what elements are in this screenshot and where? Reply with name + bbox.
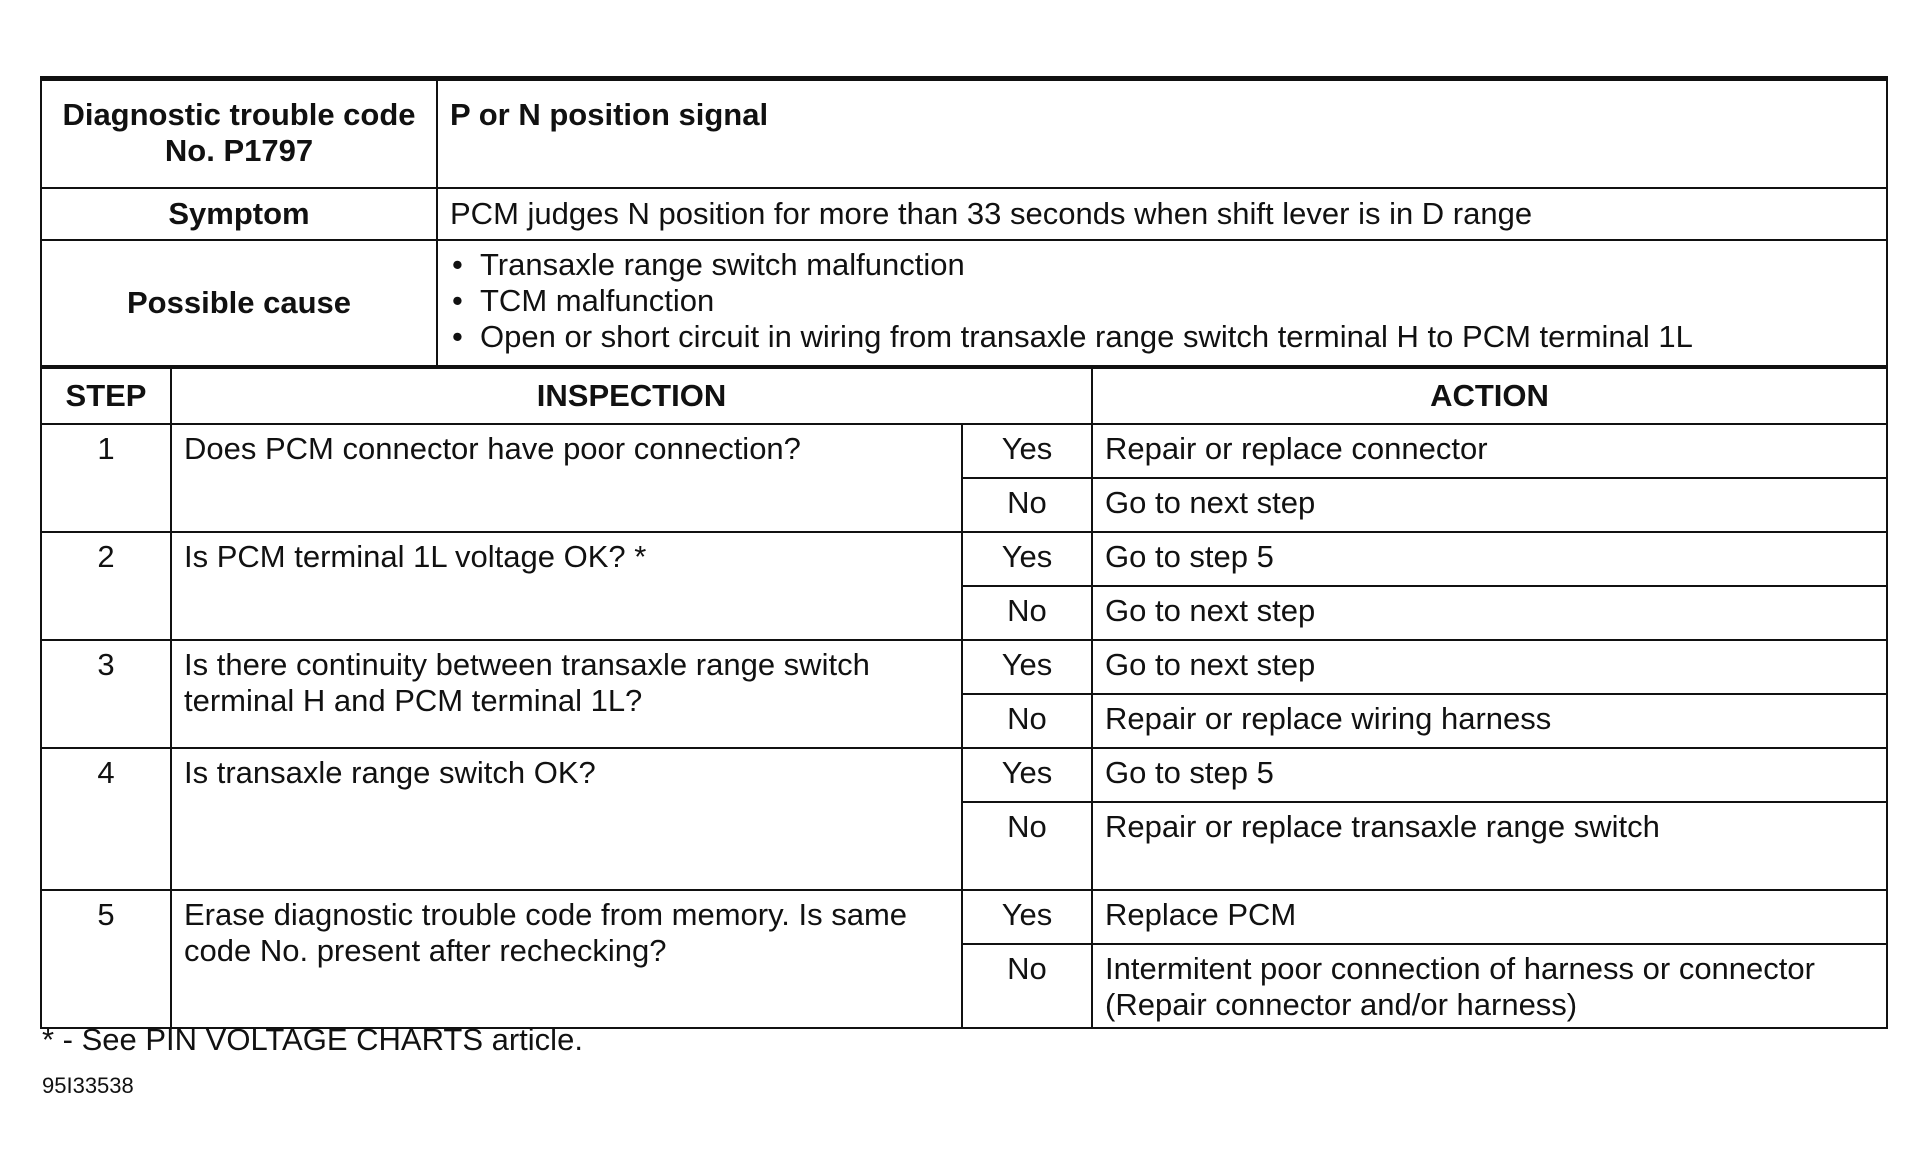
step-number: 1 xyxy=(41,424,171,532)
step-row xyxy=(41,532,1887,586)
steps-header-row xyxy=(41,368,1887,424)
step-column-header: STEP xyxy=(41,368,171,424)
cause-item: • TCM malfunction xyxy=(450,283,1874,319)
symptom-label: Symptom xyxy=(41,188,437,240)
no-action: Repair or replace wiring harness xyxy=(1092,694,1887,748)
cause-item: • Open or short circuit in wiring from transaxle range switch terminal H to PCM terminal 1L xyxy=(450,319,1874,355)
yes-action: Go to step 5 xyxy=(1092,748,1887,802)
cause-item: • Transaxle range switch malfunction xyxy=(450,247,1874,283)
step-number: 2 xyxy=(41,532,171,640)
yes-label: Yes xyxy=(962,532,1092,586)
dtc-header-table xyxy=(40,79,1888,367)
steps-table xyxy=(40,367,1888,1029)
yes-action: Replace PCM xyxy=(1092,890,1887,944)
no-action: Go to next step xyxy=(1092,478,1887,532)
yes-label: Yes xyxy=(962,890,1092,944)
footnote: * - See PIN VOLTAGE CHARTS article. xyxy=(42,1022,583,1057)
dtc-title-cell: P or N position signal xyxy=(437,80,1887,188)
yes-label: Yes xyxy=(962,424,1092,478)
figure-id: 95I33538 xyxy=(42,1073,134,1098)
yes-label: Yes xyxy=(962,748,1092,802)
step-inspection: Is PCM terminal 1L voltage OK? * xyxy=(171,532,962,640)
step-row xyxy=(41,748,1887,802)
action-column-header: ACTION xyxy=(1092,368,1887,424)
no-action: Repair or replace transaxle range switch xyxy=(1092,802,1887,890)
step-inspection: Does PCM connector have poor connection? xyxy=(171,424,962,532)
cause-list xyxy=(450,247,1874,355)
no-label: No xyxy=(962,586,1092,640)
no-action: Intermitent poor connection of harness or connector (Repair connector and/or harness) xyxy=(1092,944,1887,1028)
step-row xyxy=(41,640,1887,694)
diagnostic-document xyxy=(40,76,1888,1029)
yes-label: Yes xyxy=(962,640,1092,694)
step-row xyxy=(41,424,1887,478)
yes-action: Go to next step xyxy=(1092,640,1887,694)
step-inspection: Is transaxle range switch OK? xyxy=(171,748,962,890)
step-number: 5 xyxy=(41,890,171,1028)
step-inspection: Is there continuity between transaxle range switch terminal H and PCM terminal 1L? xyxy=(171,640,962,748)
step-row xyxy=(41,890,1887,944)
step-number: 3 xyxy=(41,640,171,748)
possible-cause-cell xyxy=(437,240,1887,366)
symptom-text: PCM judges N position for more than 33 seconds when shift lever is in D range xyxy=(437,188,1887,240)
no-label: No xyxy=(962,478,1092,532)
yes-action: Go to step 5 xyxy=(1092,532,1887,586)
inspection-column-header: INSPECTION xyxy=(171,368,1092,424)
step-inspection: Erase diagnostic trouble code from memory. Is same code No. present after rechecking? xyxy=(171,890,962,1028)
no-action: Go to next step xyxy=(1092,586,1887,640)
no-label: No xyxy=(962,694,1092,748)
dtc-number-cell: Diagnostic trouble code No. P1797 xyxy=(41,80,437,188)
no-label: No xyxy=(962,944,1092,1028)
step-number: 4 xyxy=(41,748,171,890)
possible-cause-label: Possible cause xyxy=(41,240,437,366)
no-label: No xyxy=(962,802,1092,890)
yes-action: Repair or replace connector xyxy=(1092,424,1887,478)
